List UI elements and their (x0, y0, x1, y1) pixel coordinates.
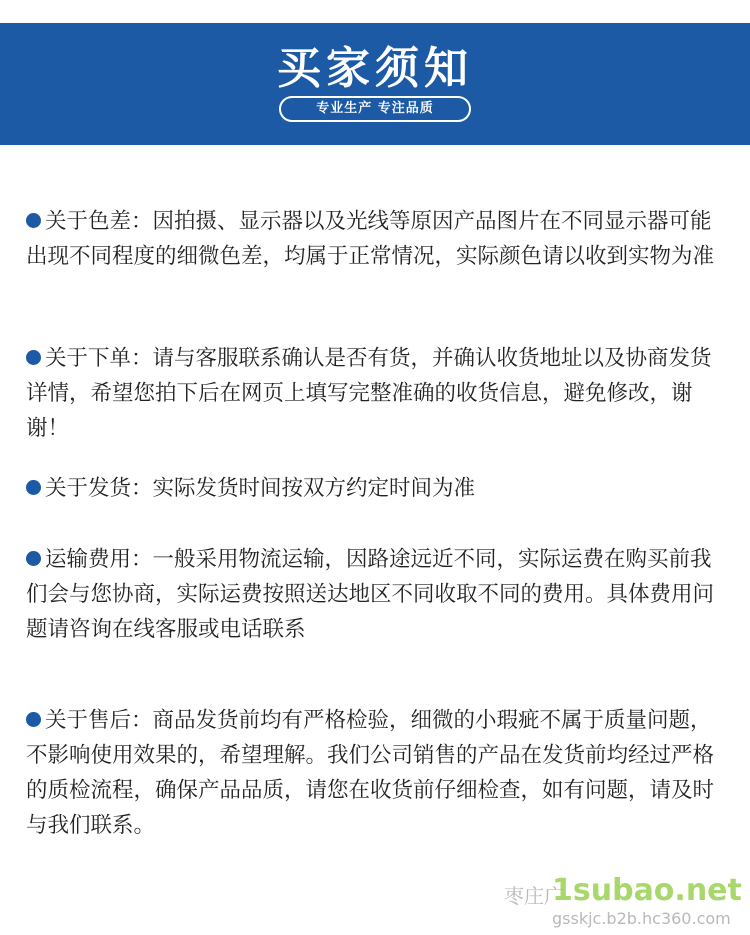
notice-section-after-sales (26, 703, 726, 843)
bullet-icon (26, 350, 41, 365)
section-text: 商品发货前均有严格检验，细微的小瑕疵不属于质量问题，不影响使用效果的，希望理解。我们公司销售的产品在发货前均经过严格的质检流程，确保产品品质，请您在收货前仔细检查，如有问题，请及时与我们联系。 (26, 708, 715, 838)
bullet-icon (26, 213, 41, 228)
bullet-icon (26, 551, 41, 566)
watermark-company: 枣庄广 (504, 884, 564, 908)
header-banner (0, 23, 750, 145)
section-heading: 运输费用： (45, 547, 153, 572)
section-text: 一般采用物流运输，因路途远近不同，实际运费在购买前我们会与您协商，实际运费按照送达地区不同收取不同的费用。具体费用问题请咨询在线客服或电话联系 (26, 547, 715, 642)
notice-section-freight (26, 542, 726, 647)
section-heading: 关于发货： (45, 476, 153, 501)
section-heading: 关于色差： (45, 209, 153, 234)
bullet-icon (26, 480, 41, 495)
section-text: 请与客服联系确认是否有货，并确认收货地址以及协商发货详情，希望您拍下后在网页上填写完整准确的收货信息，避免修改，谢谢！ (26, 346, 712, 441)
page-title: 买家须知 (277, 43, 473, 94)
section-text: 实际发货时间按双方约定时间为准 (152, 476, 476, 501)
notice-section-color (26, 204, 726, 274)
section-heading: 关于下单： (45, 346, 153, 371)
subtitle-badge: 专业生产 专注品质 (279, 96, 471, 122)
watermark-url: gsskjc.b2b.hc360.com (552, 909, 731, 928)
section-heading: 关于售后： (45, 708, 153, 733)
notice-section-order (26, 341, 726, 446)
watermark-site: 1subao.net (552, 873, 742, 908)
bullet-icon (26, 712, 41, 727)
notice-section-shipping (26, 471, 726, 506)
section-text: 因拍摄、显示器以及光线等原因产品图片在不同显示器可能出现不同程度的细微色差，均属于正常情况，实际颜色请以收到实物为准 (26, 209, 715, 269)
